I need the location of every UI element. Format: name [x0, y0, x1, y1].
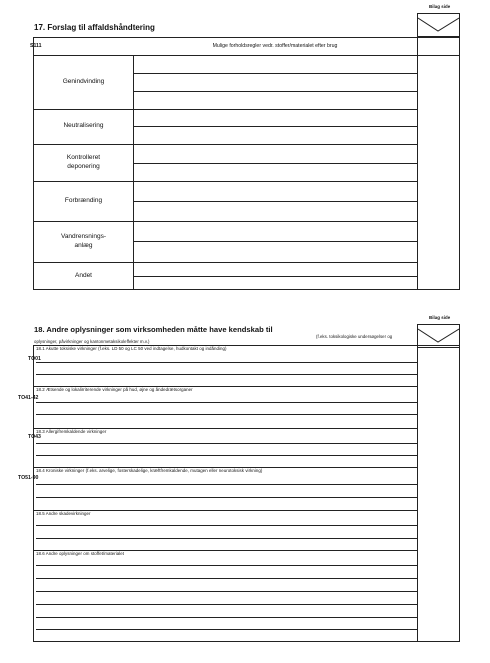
- writing-line[interactable]: [36, 443, 417, 444]
- bilag-side-label: Bilag side: [429, 315, 451, 320]
- row-label-vandrensningsanlaeg: Vandrensnings-anlæg: [60, 233, 107, 249]
- writing-line[interactable]: [133, 163, 417, 164]
- writing-line[interactable]: [133, 241, 417, 242]
- item-18-1-title: 18.1 Akutte toksiske virkninger (f.eks. LD 50 og LC 50 ved indtagelse, hudkontakt og indånding): [36, 346, 227, 351]
- writing-line[interactable]: [36, 525, 417, 526]
- section-17-code: S111: [30, 43, 42, 49]
- row-label-kontrolleret-deponering: Kontrolleret deponering: [66, 154, 101, 170]
- writing-line[interactable]: [36, 565, 417, 566]
- check-corner-icon: [418, 325, 459, 347]
- divider: [459, 324, 460, 641]
- item-code: TO41-42: [18, 395, 39, 401]
- writing-line[interactable]: [36, 591, 417, 592]
- item-18-3-title: 18.3 Allergifremkaldende virkninger: [36, 429, 107, 434]
- writing-line[interactable]: [36, 604, 417, 605]
- section-17-table-header: Mulige forholdsregler vedr. stoffer/materialet efter brug: [212, 42, 338, 49]
- writing-line[interactable]: [133, 276, 417, 277]
- writing-line[interactable]: [133, 201, 417, 202]
- writing-line[interactable]: [36, 617, 417, 618]
- item-18-5-title: 18.5 Andre skadevirkninger: [36, 511, 91, 516]
- section-17-title: 17. Forslag til affaldshåndtering: [34, 23, 155, 32]
- bilag-side-label: Bilag side: [429, 4, 451, 9]
- item-18-6-title: 18.6 Andre oplysninger om stoffet/materialet: [36, 551, 125, 556]
- writing-line[interactable]: [36, 484, 417, 485]
- check-corner-icon: [418, 14, 459, 36]
- item-18-2-title: 18.2 Ætsende og lokalirriterende virkninger på hud, øjne og åndedrætsorganer: [36, 387, 193, 392]
- divider: [33, 386, 417, 387]
- writing-line[interactable]: [36, 414, 417, 415]
- row-label-genindvinding: Genindvinding: [62, 77, 105, 85]
- divider: [33, 428, 417, 429]
- section-18-title: 18. Andre oplysninger som virksomheden måtte have kendskab til: [34, 325, 273, 334]
- item-18-4-title: 18.4 Kroniske virkninger (f.eks. arvelige, fosterskadelige, kræftfremkaldende, mutagen eller neurotoksisk virkning): [36, 468, 263, 473]
- divider: [417, 324, 418, 641]
- item-code: TO01: [28, 356, 41, 362]
- writing-line[interactable]: [36, 497, 417, 498]
- divider: [33, 467, 417, 468]
- writing-line[interactable]: [36, 455, 417, 456]
- divider: [33, 510, 417, 511]
- row-label-forbraending: Forbrænding: [64, 196, 103, 204]
- divider: [33, 345, 34, 641]
- divider: [33, 550, 417, 551]
- writing-line[interactable]: [36, 578, 417, 579]
- writing-line[interactable]: [36, 374, 417, 375]
- divider: [33, 641, 460, 642]
- writing-line[interactable]: [36, 402, 417, 403]
- row-label-andet: Andet: [75, 271, 92, 279]
- divider: [417, 37, 418, 290]
- writing-line[interactable]: [36, 538, 417, 539]
- item-code: TO51-90: [18, 475, 39, 481]
- writing-line[interactable]: [133, 126, 417, 127]
- writing-line[interactable]: [36, 629, 417, 630]
- section-18-title-note: (f.eks. toksikologiske undersøgelser og oplysninger, påvirkninger og kantonmetaksikoleffekter m.v.): [34, 334, 393, 345]
- writing-line[interactable]: [133, 73, 417, 74]
- writing-line[interactable]: [36, 362, 417, 363]
- writing-line[interactable]: [133, 91, 417, 92]
- row-label-neutralisering: Neutralisering: [63, 122, 104, 130]
- item-code: TO43: [28, 434, 41, 440]
- bilag-side-box[interactable]: [417, 13, 460, 37]
